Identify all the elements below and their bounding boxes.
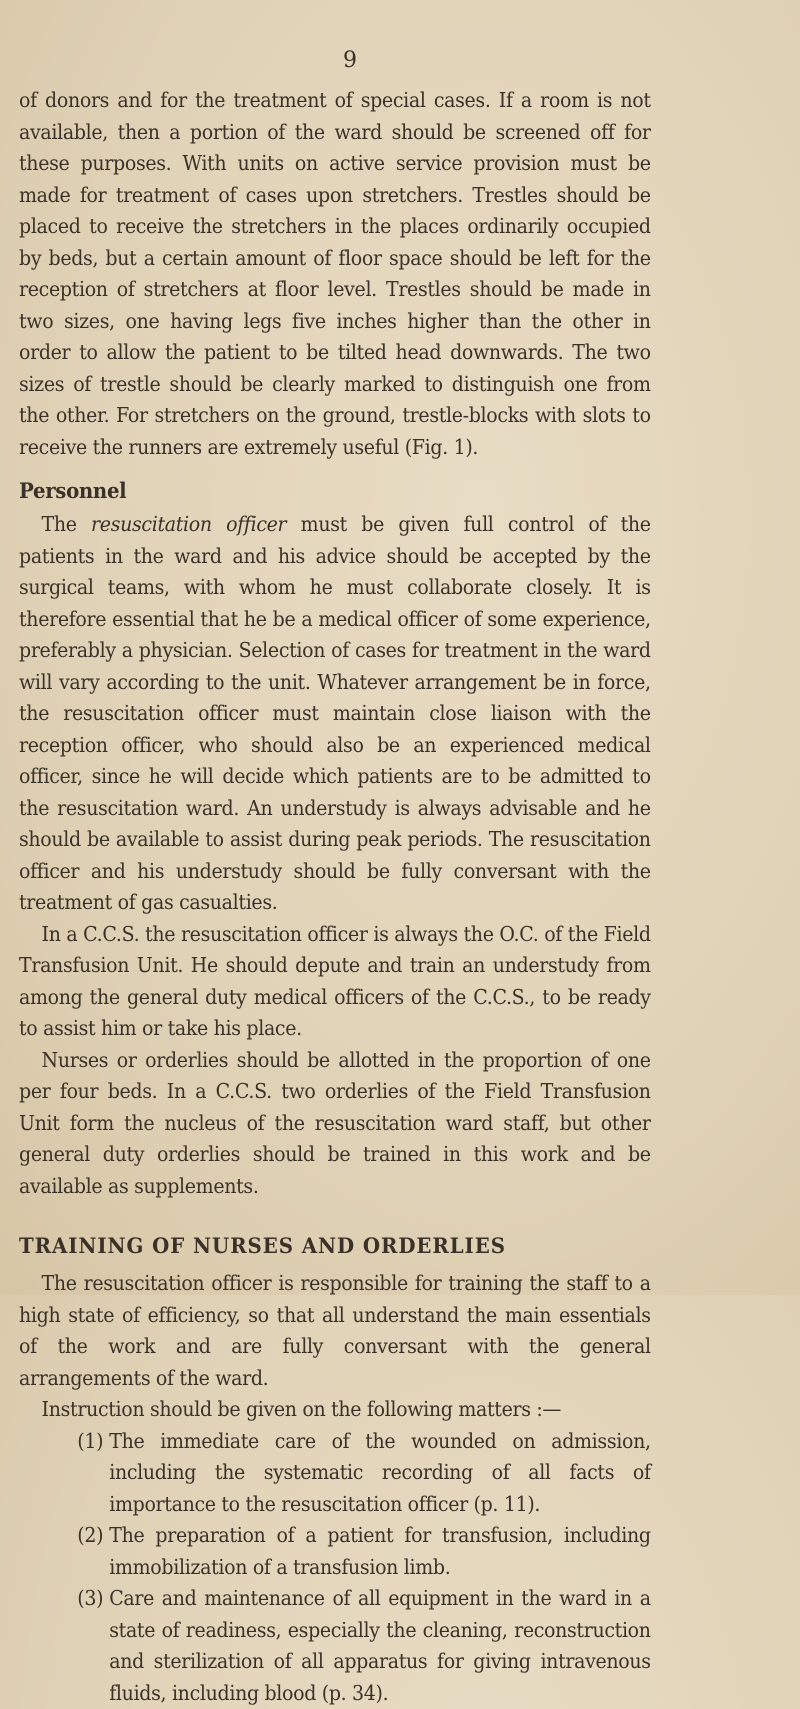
section-heading-personnel: Personnel	[19, 478, 127, 503]
text-column	[19, 85, 651, 1709]
training-paragraph-2: Instruction should be given on the following matters :—	[41, 1397, 562, 1421]
training-paragraph-1: The resuscitation officer is responsible for training the staff to a high state of efficiency, so that all understand the main essentials of the work and are fully conversant with the general arrangements of the ward.	[19, 1271, 651, 1390]
list-item	[19, 1426, 651, 1521]
section-title-training: TRAINING OF NURSES AND ORDERLIES	[19, 1233, 506, 1258]
list-item	[19, 1520, 651, 1583]
personnel-paragraph-2: In a C.C.S. the resuscitation officer is always the O.C. of the Field Transfusion Unit. He should depute and train an understudy from among the general duty medical officers of the C.C.S., to be ready to assist him or take his place.	[19, 921, 651, 1040]
list-text: The immediate care of the wounded on admission, including the systematic recording of all facts of importance to the resuscitation officer (p. 11).	[109, 1428, 651, 1516]
text-run: must be given full control of the patients in the ward and his advice should be accepted by the surgical teams, with whom he must collaborate closely. It is therefore essential that he be a medical officer of some experience, preferably a physician. Selection of cases for treatment in the ward will vary according to the unit. Whatever arrangement be in force, the resuscitation officer must maintain close liaison with the reception officer, who should also be an experienced medical officer, since he will decide which patients are to be admitted to the resuscitation ward. An understudy is always advisable and he should be available to assist during peak periods. The resuscitation officer and his understudy should be fully conversant with the treatment of gas casualties.	[19, 512, 651, 914]
list-text: The preparation of a patient for transfusion, including immobilization of a transfusion limb.	[109, 1523, 651, 1579]
list-number: (1)	[77, 1428, 104, 1453]
list-number: (3)	[77, 1586, 104, 1610]
personnel-paragraph-3: Nurses or orderlies should be allotted in the proportion of one per four beds. In a C.C.S. two orderlies of the Field Transfusion Unit form the nucleus of the resuscitation ward staff, but other general duty orderlies should be trained in this work and be available as supplements.	[19, 1047, 651, 1198]
italic-term: resuscitation officer	[91, 512, 287, 536]
personnel-paragraph-1	[19, 509, 651, 919]
text-run: The	[41, 512, 92, 536]
list-text: Care and maintenance of all equipment in the ward in a state of readiness, especially the cleaning, reconstruction and sterilization of all apparatus for giving intravenous fluids, including blood (p. 34).	[109, 1586, 651, 1705]
intro-paragraph: of donors and for the treatment of special cases. If a room is not available, then a portion of the ward should be screened off for these purposes. With units on active service provision must be made for treatment of cases upon stretchers. Trestles should be placed to receive the stretchers in the places ordinarily occupied by beds, but a certain amount of floor space should be left for the reception of stretchers at floor level. Trestles should be made in two sizes, one having legs five inches higher than the other in order to allow the patient to be tilted head downwards. The two sizes of trestle should be clearly marked to distinguish one from the other. For stretchers on the ground, trestle-blocks with slots to receive the runners are extremely useful (Fig. 1).	[19, 88, 651, 459]
page-number: 9	[343, 48, 357, 73]
list-item	[19, 1583, 651, 1709]
list-number: (2)	[77, 1523, 104, 1547]
